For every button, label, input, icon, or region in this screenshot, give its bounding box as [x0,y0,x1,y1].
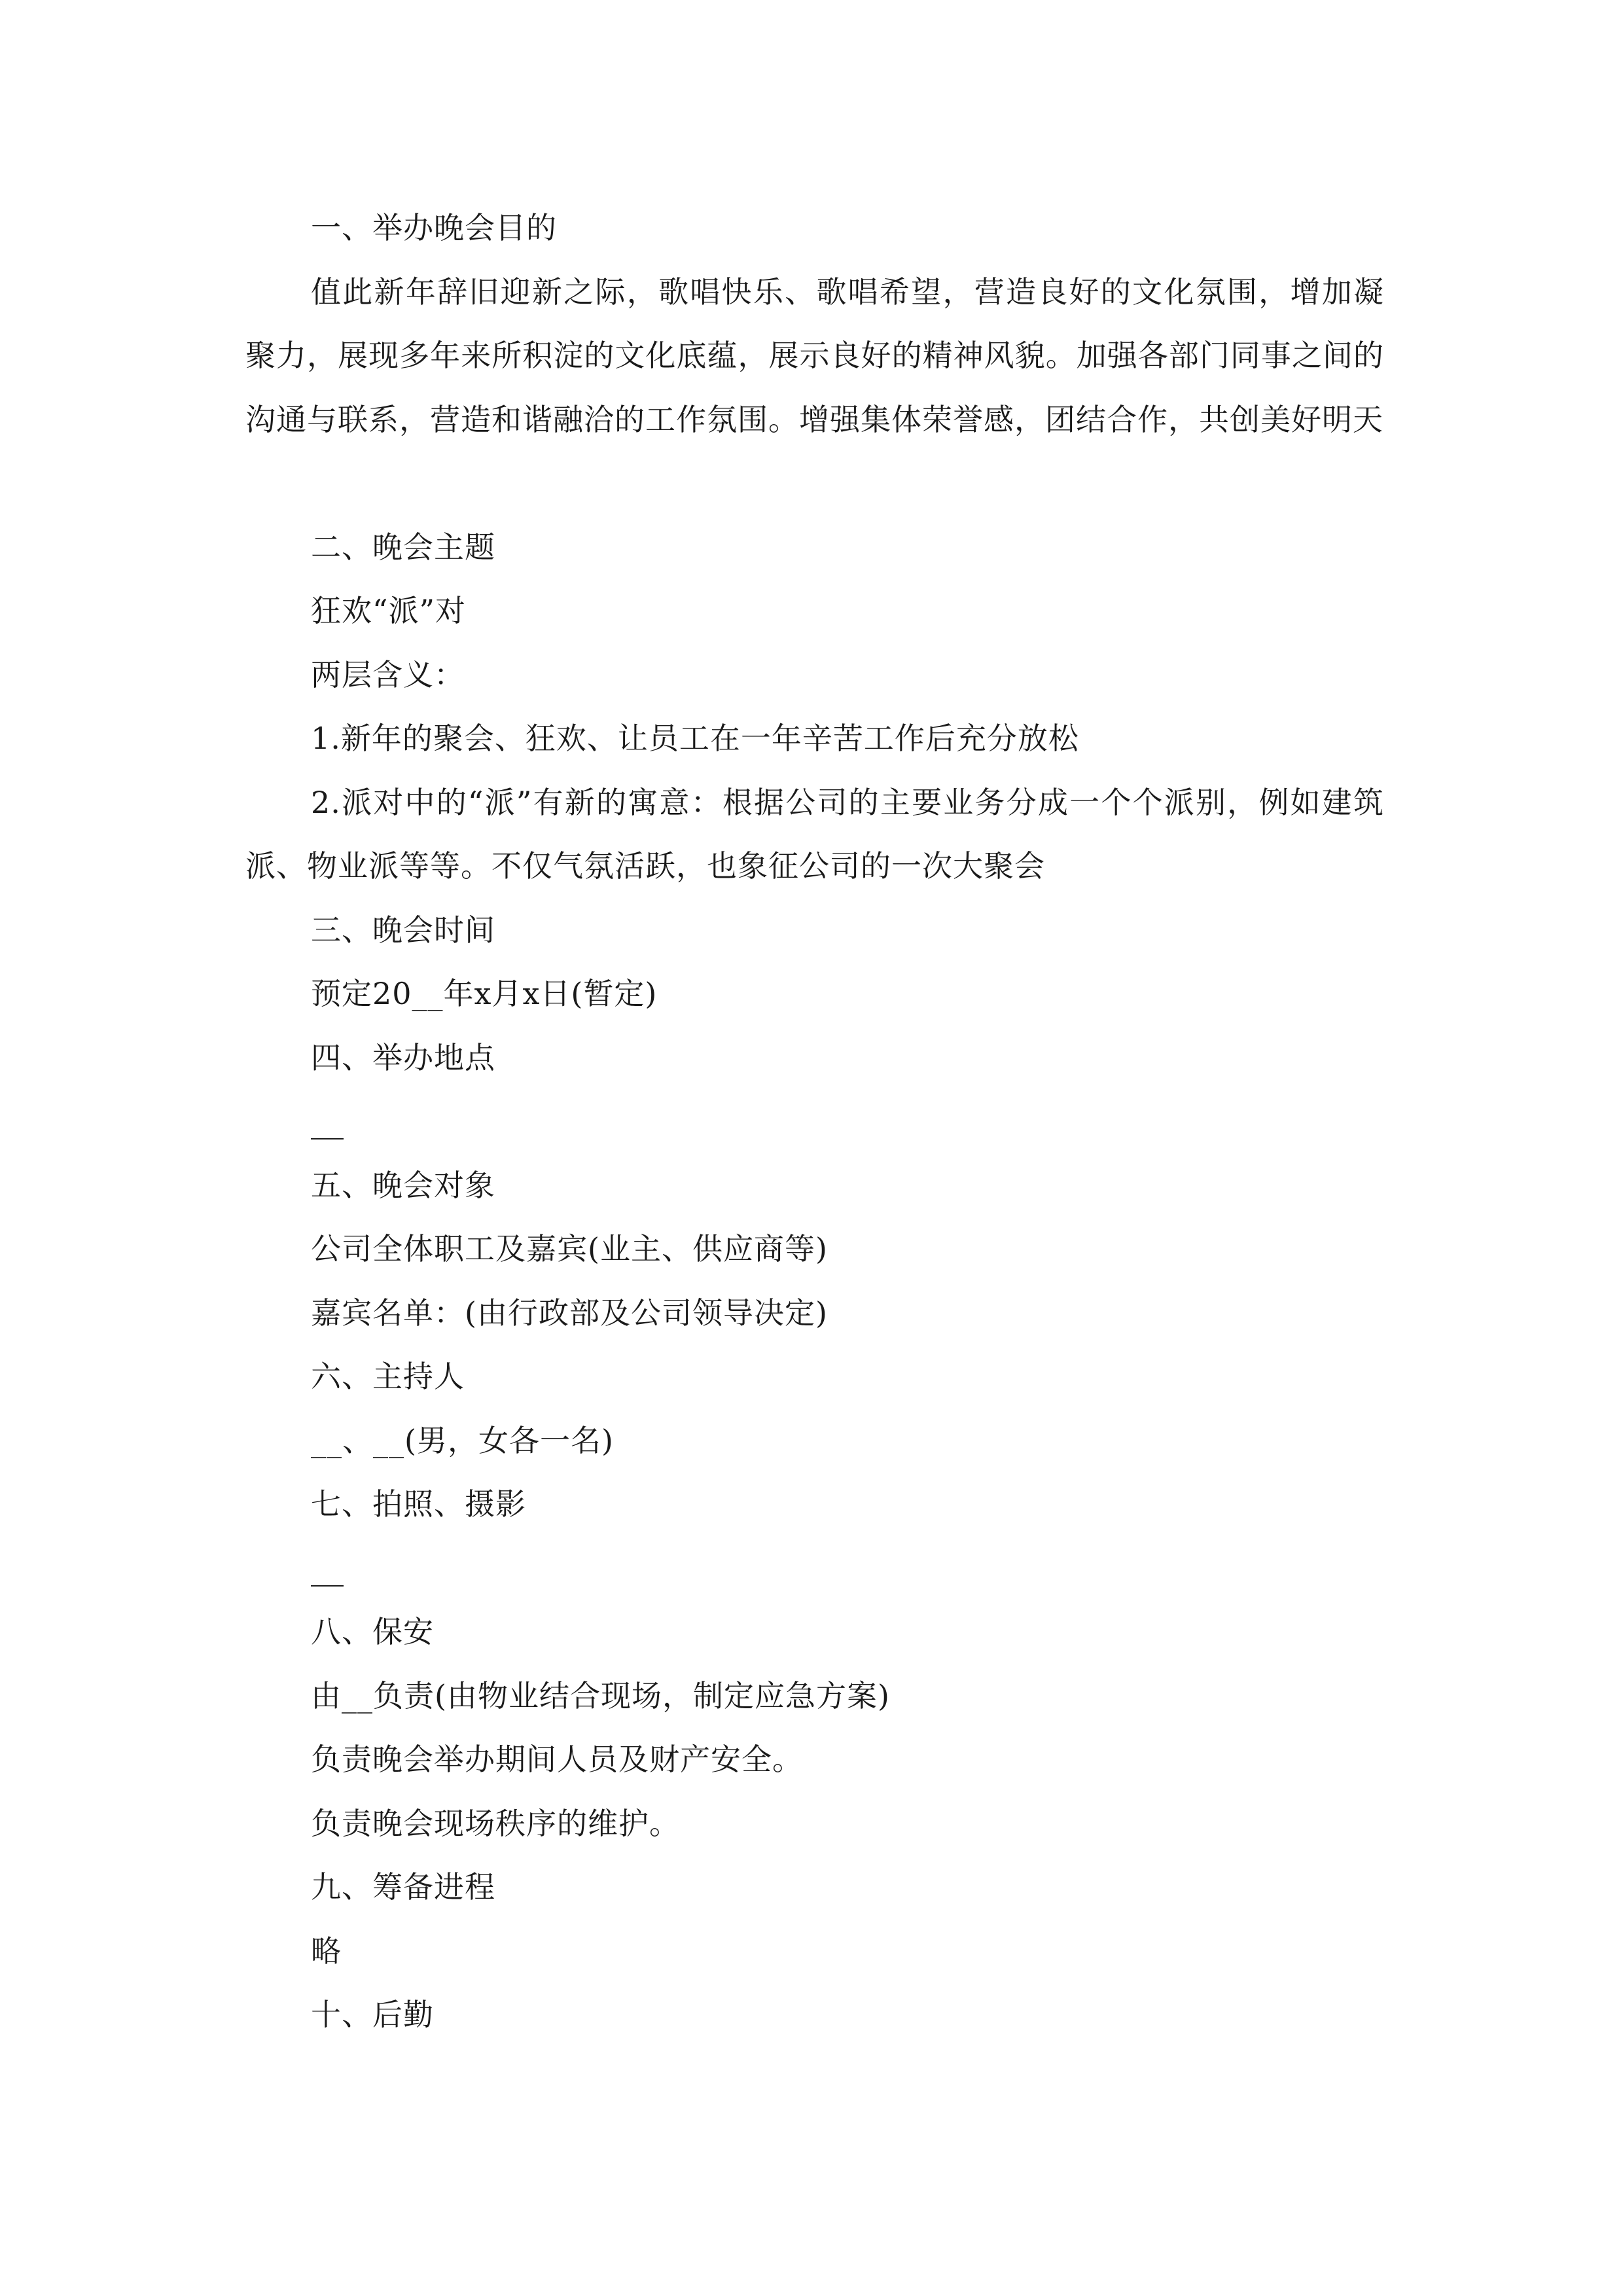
paragraph: 2.派对中的“派”有新的寓意：根据公司的主要业务分成一个个派别，例如建筑派、物业派等等。不仅气氛活跃，也象征公司的一次大聚会 [245,784,1384,884]
text-line: 嘉宾名单：(由行政部及公司领导决定) [311,1295,828,1331]
section-heading: 三、晚会时间 [311,912,495,948]
section-heading: 六、主持人 [311,1359,465,1394]
text-line: 公司全体职工及嘉宾(业主、供应商等) [311,1231,828,1266]
text-line: 负责晚会举办期间人员及财产安全。 [311,1742,803,1777]
section-heading: 八、保安 [311,1614,434,1649]
blank-line [245,1537,1384,1601]
blank-line [245,1090,1384,1154]
section-heading: 七、拍照、摄影 [311,1486,526,1522]
text-line: 两层含义： [311,656,465,692]
section-heading: 九、筹备进程 [311,1869,495,1905]
text-line: 狂欢“派”对 [311,593,467,628]
section-heading: 十、后勤 [311,1997,434,2032]
text-line: 负责晚会现场秩序的维护。 [311,1805,680,1841]
blank-underline [311,1138,344,1139]
blank-underline [311,1585,344,1587]
section-heading: 四、举办地点 [311,1039,495,1075]
text-line: 预定20__年x月x日(暂定) [311,976,658,1011]
paragraph: 值此新年辞旧迎新之际，歌唱快乐、歌唱希望，营造良好的文化氛围，增加凝聚力，展现多年来所积淀的文化底蕴，展示良好的精神风貌。加强各部门同事之间的沟通与联系，营造和谐融洽的工作氛围。增强集体荣誉感，团结合作，共创美好明天 [245,274,1384,437]
document-body [245,196,1384,2047]
text-line: 略 [311,1933,342,1969]
section-heading: 二、晚会主题 [311,529,495,565]
section-heading: 一、举办晚会目的 [311,210,557,245]
section-heading: 五、晚会对象 [311,1167,495,1203]
text-line: 由__负责(由物业结合现场，制定应急方案) [311,1677,890,1713]
text-line: 1.新年的聚会、狂欢、让员工在一年辛苦工作后充分放松 [311,721,1079,756]
text-line: __、__(男，女各一名) [311,1422,614,1458]
